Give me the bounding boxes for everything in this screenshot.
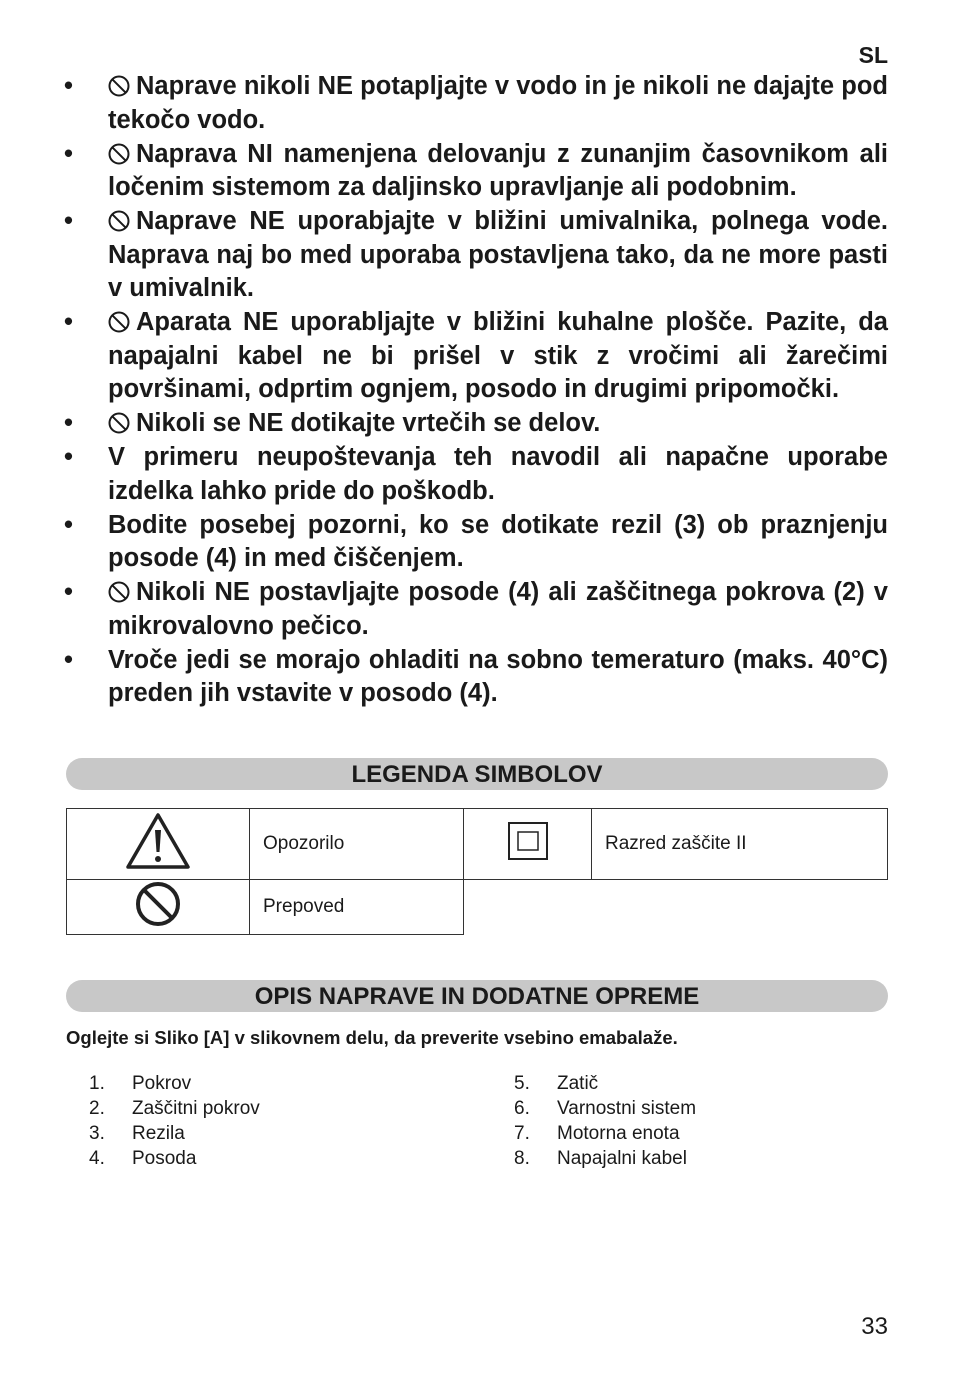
bullet-text: Aparata NE uporabljajte v bližini kuhalne plošče. Pazite, da napajalni kabel ne bi prišel v stik z vročimi ali žarečimi površinami, odprtim ognjem, posodo in drugimi pripomočki. bbox=[108, 308, 888, 403]
bullet-text: Naprave NE uporabjajte v bližini umivalnika, polnega vode. Naprava naj bo med uporaba postavljena tako, da ne more pasti v umivalnik. bbox=[108, 207, 888, 302]
part-list-item bbox=[514, 1121, 696, 1146]
bullet-marker: • bbox=[64, 578, 73, 606]
part-list-item bbox=[514, 1071, 696, 1096]
part-list-item bbox=[514, 1096, 696, 1121]
bullet-text: Naprave nikoli NE potapljajte v vodo in je nikoli ne dajajte pod tekočo vodo. bbox=[108, 72, 888, 134]
part-number: 7. bbox=[514, 1123, 530, 1144]
legend-icon-cell bbox=[67, 880, 250, 935]
part-number: 5. bbox=[514, 1073, 530, 1094]
part-list-item bbox=[89, 1096, 260, 1121]
prohibition-icon bbox=[134, 880, 182, 928]
warning-triangle-icon bbox=[125, 812, 191, 870]
prohibition-icon bbox=[108, 581, 130, 603]
prohibition-icon bbox=[108, 412, 130, 434]
part-list-item bbox=[89, 1071, 260, 1096]
part-name: Pokrov bbox=[132, 1073, 192, 1094]
legend-section-title: LEGENDA SIMBOLOV bbox=[66, 758, 888, 790]
safety-bullet-item bbox=[62, 138, 888, 205]
parts-list-right bbox=[514, 1071, 696, 1171]
bullet-marker: • bbox=[64, 510, 73, 539]
bullet-marker: • bbox=[64, 72, 73, 100]
part-name: Napajalni kabel bbox=[557, 1148, 687, 1169]
bullet-marker: • bbox=[64, 308, 73, 336]
legend-empty-cell bbox=[464, 880, 888, 935]
bullet-text: Vroče jedi se morajo ohladiti na sobno temeraturo (maks. 40°C) preden jih vstavite v posodo (4). bbox=[108, 645, 888, 707]
part-name: Posoda bbox=[132, 1148, 197, 1169]
part-list-item bbox=[89, 1121, 260, 1146]
description-section-title: OPIS NAPRAVE IN DODATNE OPREME bbox=[66, 980, 888, 1012]
part-name: Varnostni sistem bbox=[557, 1098, 697, 1119]
bullet-marker: • bbox=[64, 645, 73, 674]
bullet-marker: • bbox=[64, 409, 73, 437]
part-number: 6. bbox=[514, 1098, 530, 1119]
legend-label-prohibition: Prepoved bbox=[250, 880, 464, 935]
prohibition-icon bbox=[108, 210, 130, 232]
legend-label-class-ii: Razred zaščite II bbox=[592, 809, 888, 880]
prohibition-icon bbox=[108, 311, 130, 333]
part-name: Rezila bbox=[132, 1123, 185, 1144]
legend-icon-cell bbox=[464, 809, 592, 880]
part-number: 3. bbox=[89, 1123, 105, 1144]
bullet-text: Nikoli NE postavljajte posode (4) ali zaščitnega pokrova (2) v mikrovalovno pečico. bbox=[108, 578, 888, 640]
prohibition-icon bbox=[108, 75, 130, 97]
safety-bullet-item bbox=[62, 576, 888, 643]
legend-icon-cell bbox=[67, 809, 250, 880]
bullet-marker: • bbox=[64, 139, 73, 168]
part-list-item bbox=[89, 1146, 260, 1171]
bullet-marker: • bbox=[64, 207, 73, 235]
safety-bullet-item bbox=[62, 644, 888, 711]
bullet-text: Bodite posebej pozorni, ko se dotikate rezil (3) ob praznjenju posode (4) in med čiščenjem. bbox=[108, 510, 888, 572]
safety-bullet-item bbox=[62, 205, 888, 306]
prohibition-icon bbox=[108, 143, 130, 165]
language-code: SL bbox=[858, 42, 888, 68]
description-intro: Oglejte si Sliko [A] v slikovnem delu, da preverite vsebino emabalaže. bbox=[66, 1027, 678, 1048]
class-ii-icon bbox=[507, 821, 549, 861]
part-name: Zatič bbox=[557, 1073, 599, 1094]
legend-label-warning: Opozorilo bbox=[250, 809, 464, 880]
safety-bullet-item bbox=[62, 441, 888, 508]
bullet-text: V primeru neupoštevanja teh navodil ali napačne uporabe izdelka lahko pride do poškodb. bbox=[108, 443, 888, 505]
safety-bullet-item bbox=[62, 70, 888, 137]
safety-bullet-item bbox=[62, 306, 888, 407]
safety-bullet-item bbox=[62, 407, 888, 441]
part-number: 4. bbox=[89, 1148, 105, 1169]
safety-bullet-item bbox=[62, 509, 888, 576]
page-number: 33 bbox=[861, 1313, 888, 1340]
bullet-marker: • bbox=[64, 443, 73, 471]
parts-list-left bbox=[89, 1071, 260, 1171]
part-number: 1. bbox=[89, 1073, 105, 1094]
symbol-legend-table bbox=[66, 808, 888, 935]
part-number: 2. bbox=[89, 1098, 105, 1119]
part-number: 8. bbox=[514, 1148, 530, 1169]
part-name: Zaščitni pokrov bbox=[132, 1098, 260, 1119]
safety-instructions-list bbox=[62, 70, 888, 711]
part-list-item bbox=[514, 1146, 696, 1171]
bullet-text: Nikoli se NE dotikajte vrtečih se delov. bbox=[136, 409, 601, 437]
part-name: Motorna enota bbox=[557, 1123, 680, 1144]
bullet-text: Naprava NI namenjena delovanju z zunanjim časovnikom ali ločenim sistemom za daljinsko upravljanje ali podobnim. bbox=[108, 139, 888, 201]
